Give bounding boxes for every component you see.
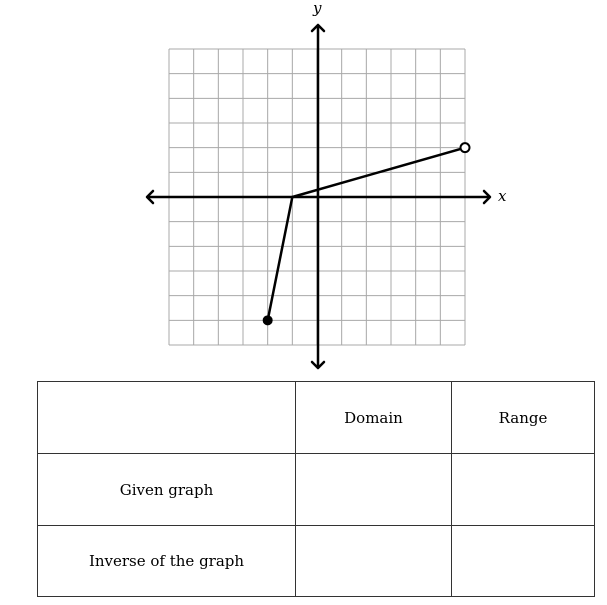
row-label-inverse-graph: Inverse of the graph: [38, 526, 296, 597]
given-graph-domain-cell[interactable]: [296, 454, 452, 526]
y-axis-label: y: [313, 0, 322, 17]
closed-endpoint: [263, 315, 273, 325]
table-row: [38, 454, 595, 526]
header-range-cell: Range: [452, 382, 595, 454]
open-endpoint: [461, 143, 470, 152]
domain-range-table: [37, 381, 595, 597]
given-graph-range-cell[interactable]: [452, 454, 595, 526]
axes: [147, 0, 507, 368]
table-header-row: [38, 382, 595, 454]
row-label-given-graph: Given graph: [38, 454, 296, 526]
header-blank-cell: [38, 382, 296, 454]
table-row: [38, 526, 595, 597]
header-domain-cell: Domain: [296, 382, 452, 454]
x-axis-label: x: [498, 187, 507, 205]
graph-segment: [268, 197, 293, 320]
inverse-graph-domain-cell[interactable]: [296, 526, 452, 597]
inverse-graph-range-cell[interactable]: [452, 526, 595, 597]
